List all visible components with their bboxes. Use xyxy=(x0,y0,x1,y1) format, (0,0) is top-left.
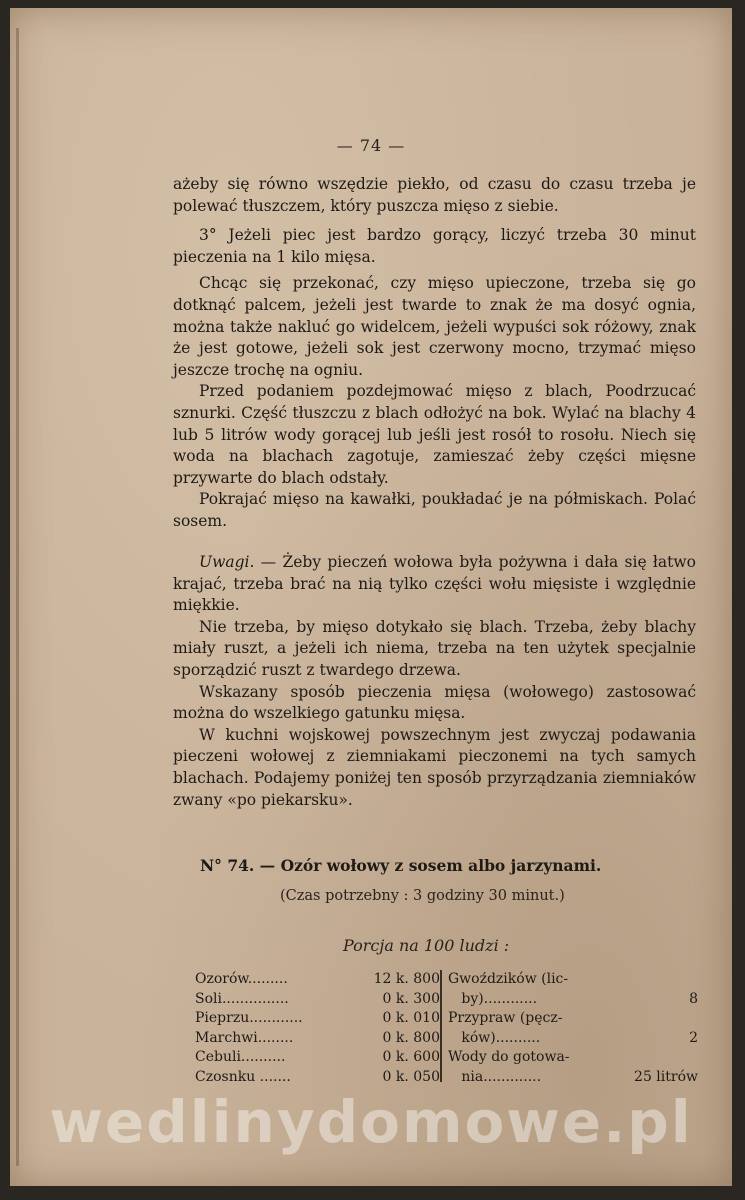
paragraph: Pokrajać mięso na kawałki, poukładać je na półmiskach. Polać sosem. xyxy=(173,490,696,530)
table-divider xyxy=(440,970,442,1082)
ingredient-value: 0 k. 050 xyxy=(382,1068,440,1085)
ingredient-row xyxy=(195,970,440,990)
ingredient-value: 0 k. 600 xyxy=(382,1049,440,1065)
recipe-title: N° 74. — Ozór wołowy z sosem albo jarzynami. xyxy=(200,856,602,875)
ingredient-row xyxy=(195,1068,440,1088)
ingredient-row xyxy=(448,1009,698,1029)
paragraph: ażeby się równo wszędzie piekło, od czasu do czasu trzeba je polewać tłuszczem, który puszcza mięso z siebie. xyxy=(173,175,696,215)
paragraph: 3° Jeżeli piec jest bardzo gorący, liczyć trzeba 30 minut pieczenia na 1 kilo mięsa. xyxy=(173,226,696,266)
ingredient-value xyxy=(638,1009,698,1029)
paragraph: W kuchni wojskowej powszechnym jest zwyczaj podawania pieczeni wołowej z ziemniakami pieczonemi na tych samych blachach. Podajemy poniżej ten sposób przyrządzania ziemniaków zwany «po piekarsku». xyxy=(173,725,696,809)
portion-heading: Porcja na 100 ludzi : xyxy=(343,936,510,955)
body-text-top xyxy=(173,174,696,533)
watermark: wedlinydomowe.pl xyxy=(49,1088,693,1156)
ingredient-label: nia............. xyxy=(448,1068,542,1085)
ingredients-right xyxy=(448,970,698,1087)
ingredient-value: 0 k. 010 xyxy=(382,1010,440,1026)
ingredient-label: Wody do gotowa- xyxy=(448,1049,570,1065)
ingredient-value: 8 xyxy=(689,990,698,1007)
ingredient-label: Cebuli.......... xyxy=(195,1049,286,1065)
ingredient-row xyxy=(195,1048,440,1068)
paragraph: Chcąc się przekonać, czy mięso upieczone, trzeba się go dotknąć palcem, jeżeli jest twarde to znak że ma dosyć ognia, można także nakluć go widelcem, jeżeli wypuści sok różowy, znak że jest gotowe, jeżeli sok jest czerwony mocno, trzymać mięso jeszcze trochę na ogniu. xyxy=(173,274,696,379)
ingredient-value xyxy=(638,1048,698,1068)
ingredient-label: ków).......... xyxy=(448,1029,541,1046)
uwagi-text: — Żeby pieczeń wołowa była pożywna i dała się łatwo krajać, trzeba brać na nią tylko części wołu mięsiste i względnie miękkie. xyxy=(173,553,696,615)
ingredient-row xyxy=(448,1068,698,1088)
paragraph: Przed podaniem pozdejmować mięso z blach, Poodrzucać sznurki. Część tłuszczu z blach odłożyć na bok. Wylać na blachy 4 lub 5 litrów wody gorącej lub jeśli jest rosół to rosołu. Niech się woda na blachach zagotuje, zamieszać żeby części mięsne przywarte do blach odstały. xyxy=(173,382,696,487)
ingredient-value xyxy=(638,970,698,990)
ingredient-row xyxy=(448,1029,698,1049)
paragraph: Wskazany sposób pieczenia mięsa (wołowego) zastosować można do wszelkiego gatunku mięsa. xyxy=(173,682,696,723)
ingredient-value: 25 litrów xyxy=(634,1068,698,1085)
ingredient-row xyxy=(448,1048,698,1068)
ingredient-label: Ozorów......... xyxy=(195,971,288,987)
ingredient-row xyxy=(448,970,698,990)
ingredient-label: Soli............... xyxy=(195,990,289,1007)
ingredient-value: 2 xyxy=(689,1029,698,1046)
paragraph: Nie trzeba, by mięso dotykało się blach. Trzeba, żeby blachy miały ruszt, a jeżeli ich niema, trzeba na ten użytek specjalnie sporządzić ruszt z twardego drzewa. xyxy=(173,617,696,679)
ingredient-row xyxy=(195,1029,440,1049)
ingredient-value: 0 k. 800 xyxy=(382,1029,440,1046)
ingredients-left xyxy=(195,970,440,1087)
uwagi-paragraph xyxy=(173,552,696,617)
ingredient-label: Marchwi........ xyxy=(195,1029,294,1046)
ingredient-label: Gwoździków (lic- xyxy=(448,971,569,987)
book-page xyxy=(10,8,732,1186)
ingredient-row xyxy=(195,990,440,1010)
uwagi-label: Uwagi. xyxy=(199,553,255,571)
ingredient-label: Pieprzu............ xyxy=(195,1010,303,1026)
ingredient-row xyxy=(195,1009,440,1029)
recipe-time: (Czas potrzebny : 3 godziny 30 minut.) xyxy=(280,888,565,904)
ingredient-label: Przypraw (pęcz- xyxy=(448,1010,563,1026)
ingredient-value: 12 k. 800 xyxy=(373,971,440,987)
ingredient-row xyxy=(448,990,698,1010)
page-number: — 74 — xyxy=(336,136,406,155)
ingredient-value: 0 k. 300 xyxy=(382,990,440,1007)
ingredient-label: Czosnku ....... xyxy=(195,1068,291,1085)
ingredient-label: by)............ xyxy=(448,990,538,1007)
body-text-bottom xyxy=(173,552,696,811)
